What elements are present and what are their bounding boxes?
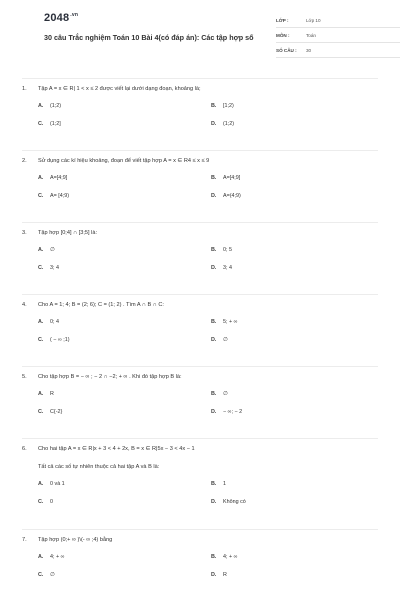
option-b[interactable]: B. 0; 5 [211,247,232,253]
option-d[interactable]: D. − ∞; − 2 [211,409,243,415]
logo-text: 2048 [44,12,70,24]
question-number: 1. [22,86,27,92]
option-d[interactable]: D. (1;2) [211,121,235,127]
logo[interactable] [44,12,78,24]
question-text: Cho tập hợp B = − ∞ ; − 2 ∩ −2; + ∞ . Khi đó tập hợp B là: [38,374,182,380]
option-a[interactable]: A. R [38,391,54,397]
meta-class-value: Lớp 10 [306,18,321,23]
header [22,0,378,78]
question-text: Tập hợp [0;4] ∩ [3;5] là: [38,230,97,236]
option-a[interactable]: A. 4; + ∞ [38,554,65,560]
question-number: 2. [22,158,27,164]
question-number: 4. [22,302,27,308]
question-text: Cho hai tập A = x ∈ R|x + 3 < 4 + 2x, B = x ∈ R|5x − 3 < 4x − 1 [38,446,195,452]
question-subtext: Tất cả các số tự nhiên thuộc cả hai tập A và B là: [38,464,160,470]
option-d[interactable]: D. Không có [211,499,246,505]
meta-subject-value: Toán [306,33,316,38]
option-a[interactable]: A. 0 và 1 [38,481,65,487]
option-c[interactable]: C. ( − ∞ ;1) [38,337,70,343]
question-6 [22,438,378,529]
question-text: Sử dụng các kí hiệu khoảng, đoạn để viết tập hợp A = x ∈ R4 ≤ x ≤ 9 [38,158,210,164]
option-b[interactable]: B. ∅ [211,391,228,397]
question-number: 5. [22,374,27,380]
question-number: 7. [22,537,27,543]
question-2 [22,150,378,222]
meta-class-label: LỚP : [276,18,289,23]
option-c[interactable]: C. (1;2] [38,121,61,127]
question-3 [22,222,378,294]
question-number: 6. [22,446,27,452]
question-list [22,78,378,592]
question-text: Tập hợp (0;+ ∞ )\(- ∞ ;4) bằng [38,537,113,543]
option-b[interactable]: B. A=[4;9] [211,175,241,181]
meta-count-label: SỐ CÂU : [276,48,297,53]
option-a[interactable]: A. 0; 4 [38,319,59,325]
meta-count-value: 30 [306,48,312,53]
option-b[interactable]: B. 5; + ∞ [211,319,238,325]
question-5 [22,366,378,438]
option-c[interactable]: C. A= [4;9) [38,193,70,199]
option-a[interactable]: A. (1;2) [38,103,62,109]
page-title: 30 câu Trắc nghiệm Toán 10 Bài 4(có đáp án): Các tập hợp số [44,33,254,42]
option-a[interactable]: A. ∅ [38,247,55,253]
meta-info [276,14,400,59]
option-c[interactable]: C. 0 [38,499,53,505]
logo-suffix: .vn [70,12,79,18]
option-b[interactable]: B. 4; + ∞ [211,554,238,560]
option-d[interactable]: D. 3; 4 [211,265,232,271]
option-a[interactable]: A. A=[4;9] [38,175,68,181]
question-number: 3. [22,230,27,236]
meta-subject-row [276,29,400,43]
option-d[interactable]: D. A=(4;9) [211,193,241,199]
option-d[interactable]: D. R [211,572,227,578]
option-b[interactable]: B. [1;2) [211,103,234,109]
question-7 [22,529,378,592]
question-text: Tập A = x ∈ R| 1 < x ≤ 2 được viết lại dưới dạng đoạn, khoảng là; [38,86,201,92]
question-4 [22,294,378,366]
option-c[interactable]: C. C{-2} [38,409,63,415]
meta-class-row [276,14,400,28]
question-1 [22,78,378,150]
meta-count-row [276,44,400,58]
option-d[interactable]: D. ∅ [211,337,228,343]
option-b[interactable]: B. 1 [211,481,226,487]
meta-subject-label: MÔN : [276,33,290,38]
option-c[interactable]: C. 3; 4 [38,265,59,271]
question-text: Cho A = 1; 4; B = (2; 6); C = (1; 2) . Tìm A ∩ B ∩ C: [38,302,164,308]
option-c[interactable]: C. ∅ [38,572,55,578]
